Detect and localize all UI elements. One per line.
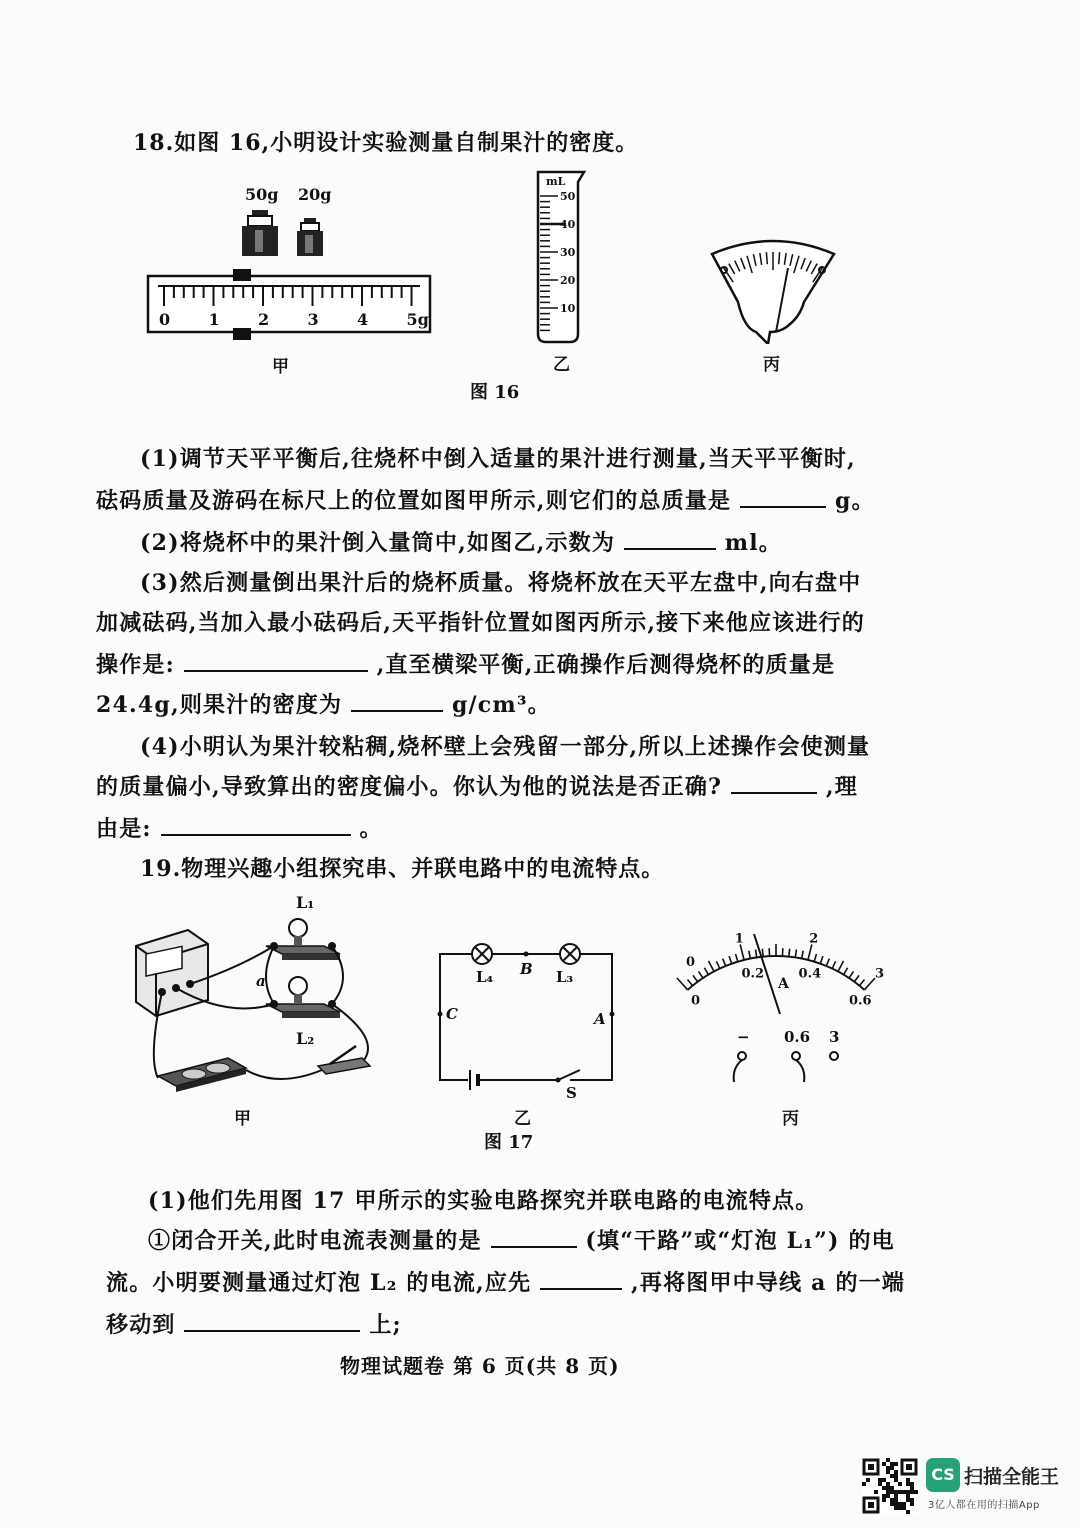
q19-title: 19.物理兴趣小组探究串、并联电路中的电流特点。 xyxy=(140,856,665,882)
q19-part1-q1-line2 xyxy=(106,1266,905,1297)
q19-part1: (1)他们先用图 17 甲所示的实验电路探究并联电路的电流特点。 xyxy=(148,1188,819,1214)
ammeter-tick xyxy=(749,951,751,959)
q18-part4-text-c: 由是: xyxy=(96,816,152,842)
answer-blank-reason[interactable] xyxy=(161,816,351,836)
answer-blank-move-to[interactable] xyxy=(184,1312,360,1332)
lamp-L3-symbol xyxy=(560,944,580,964)
ammeter-tick xyxy=(832,961,835,968)
q19-q1-text-f: 上; xyxy=(369,1312,402,1338)
q18-part3-unit: g/cm³。 xyxy=(451,692,551,718)
fig16-pointer-dial xyxy=(708,232,838,344)
ammeter-bottom-label: 0.6 xyxy=(848,993,872,1009)
cylinder-tick-label: 30 xyxy=(560,246,576,259)
q18-part3-text-a: 操作是: xyxy=(96,652,175,678)
ammeter-tick xyxy=(756,950,757,958)
camscanner-logo: CS xyxy=(926,1458,960,1492)
q18-part3-line1: (3)然后测量倒出果汁后的烧杯质量。将烧杯放在天平左盘中,向右盘中 xyxy=(140,570,862,596)
battery-box xyxy=(158,1058,246,1092)
fig17-circuit-diagram xyxy=(430,930,620,1100)
q18-part3-line4 xyxy=(96,688,551,719)
ammeter-arc-line xyxy=(688,956,865,990)
answer-blank-density[interactable] xyxy=(351,692,443,712)
q19-q1-text-d: ,再将图甲中导线 a 的一端 xyxy=(631,1270,906,1296)
ammeter-tick xyxy=(789,949,790,957)
ruler-tick-label: 1 xyxy=(208,310,220,329)
ammeter-terminal xyxy=(792,1052,800,1060)
ammeter-device xyxy=(136,930,208,1016)
label-L4: L₄ xyxy=(476,968,494,986)
ammeter-scale-ticks xyxy=(677,944,875,990)
switch-device xyxy=(318,1046,370,1074)
ammeter-tick xyxy=(802,951,804,959)
ammeter-top-label: 1 xyxy=(734,931,744,947)
rider-top xyxy=(233,269,251,281)
cylinder-tick-label: 10 xyxy=(560,302,576,315)
fig17-physical-circuit xyxy=(118,888,388,1098)
page-footer: 物理试题卷 第 6 页(共 8 页) xyxy=(340,1354,620,1378)
fig16-label-yi: 乙 xyxy=(553,355,570,375)
ammeter-tick xyxy=(844,968,848,975)
cylinder-tick-label: 40 xyxy=(560,218,576,231)
dial-tick xyxy=(766,252,767,264)
q18-part2 xyxy=(140,526,782,557)
ammeter-bottom-label: 0 xyxy=(691,993,701,1009)
ammeter-scale-arc xyxy=(688,956,865,990)
ammeter-terminal-label: − xyxy=(737,1028,750,1046)
lamp-L1-board xyxy=(266,919,340,960)
ammeter-tick xyxy=(762,949,763,957)
ruler-tick-label: 5g xyxy=(406,310,429,329)
answer-blank-operation[interactable] xyxy=(184,652,368,672)
ammeter-tick xyxy=(729,956,732,964)
q18-part4-line1: (4)小明认为果汁较粘稠,烧杯壁上会残留一部分,所以上述操作会使测量 xyxy=(140,734,871,760)
q19-q1-text-e: 移动到 xyxy=(106,1312,176,1338)
answer-blank-total-mass[interactable] xyxy=(740,488,826,508)
fig16-balance-ruler xyxy=(140,180,440,380)
label-L1: L₁ xyxy=(296,893,315,912)
camscanner-title: 扫描全能王 xyxy=(964,1466,1060,1488)
label-L3: L₃ xyxy=(556,968,574,986)
ammeter-tick xyxy=(854,975,859,981)
ammeter-tick xyxy=(814,954,816,962)
point-C xyxy=(438,1012,443,1017)
ammeter-tick xyxy=(826,959,829,966)
label-C: C xyxy=(446,1005,458,1023)
weight-20g-label: 20g xyxy=(298,185,332,204)
fig17-label-jia: 甲 xyxy=(234,1109,251,1129)
q18-part1-line1: (1)调节天平平衡后,往烧杯中倒入适量的果汁进行测量,当天平平衡时, xyxy=(140,446,856,472)
ammeter-unit: A xyxy=(778,976,789,992)
ruler-body xyxy=(148,276,430,332)
point-B xyxy=(524,952,529,957)
ammeter-top-label: 2 xyxy=(809,931,819,947)
q19-q1-text-c: 流。小明要测量通过灯泡 L₂ 的电流,应先 xyxy=(106,1270,532,1296)
ammeter-tick xyxy=(808,944,812,960)
q18-part3-line2: 加减砝码,当加入最小砝码后,天平指针位置如图丙所示,接下来他应该进行的 xyxy=(96,610,865,636)
q18-part2-text: (2)将烧杯中的果汁倒入量筒中,如图乙,示数为 xyxy=(140,530,616,556)
ammeter-tick xyxy=(704,968,708,975)
ammeter-tick xyxy=(736,954,738,962)
ammeter-tick xyxy=(688,980,693,986)
ammeter-tick xyxy=(838,961,844,972)
ammeter-terminal xyxy=(830,1052,838,1060)
fig17-label-yi: 乙 xyxy=(514,1109,531,1129)
ammeter-bottom-label: 0.2 xyxy=(741,966,765,982)
ammeter-tick xyxy=(708,961,714,972)
ammeter-tick xyxy=(849,971,853,978)
q18-part1-line2 xyxy=(96,484,875,515)
weight-20g xyxy=(297,218,323,256)
fig16-caption: 图 16 xyxy=(470,382,520,403)
ammeter-terminal-label: 3 xyxy=(829,1028,840,1046)
weight-50g-label: 50g xyxy=(245,185,279,204)
ammeter-tick xyxy=(820,956,823,964)
q18-part4-text-b: ,理 xyxy=(825,774,858,800)
q18-title: 18.如图 16,小明设计实验测量自制果汁的密度。 xyxy=(133,130,639,156)
ammeter-tick xyxy=(723,959,726,966)
ammeter-terminal xyxy=(738,1052,746,1060)
fig17-label-bing: 丙 xyxy=(782,1109,799,1129)
q18-part3-text-b: ,直至横梁平衡,正确操作后测得烧杯的质量是 xyxy=(376,652,836,678)
battery-symbol xyxy=(470,1070,478,1090)
ruler-tick-label: 4 xyxy=(357,310,369,329)
q19-part1-q1-line3 xyxy=(106,1308,402,1339)
camscanner-subtitle: 3亿人都在用的扫描App xyxy=(928,1500,1040,1511)
ammeter-tick xyxy=(864,978,875,990)
cylinder-unit: mL xyxy=(546,175,566,188)
qr-code xyxy=(862,1458,918,1514)
switch-pivot xyxy=(556,1078,561,1083)
rider-bottom xyxy=(233,328,251,340)
label-a: a xyxy=(256,972,266,990)
q18-part4-end: 。 xyxy=(359,816,383,842)
answer-blank-correct[interactable] xyxy=(731,774,817,794)
q19-q1-text-a: ①闭合开关,此时电流表测量的是 xyxy=(148,1228,482,1254)
ammeter-top-zero: 0 xyxy=(686,955,696,970)
answer-blank-ammeter-measures[interactable] xyxy=(491,1228,577,1248)
ammeter-tick xyxy=(693,975,698,981)
fig16-cylinder xyxy=(528,168,588,348)
ammeter-tick xyxy=(795,950,796,958)
ammeter-tick xyxy=(677,978,688,990)
point-A xyxy=(610,1012,615,1017)
label-A: A xyxy=(594,1010,606,1028)
fig17-ammeter-dial xyxy=(676,918,886,1098)
ammeter-tick xyxy=(859,980,864,986)
q18-part4-text-a: 的质量偏小,导致算出的密度偏小。你认为他的说法是否正确? xyxy=(96,774,723,800)
ruler-tick-label: 0 xyxy=(159,310,171,329)
q18-part4-line3 xyxy=(96,812,383,843)
q19-q1-text-b: (填“干路”或“灯泡 L₁”) 的电 xyxy=(585,1228,895,1254)
ammeter-tick xyxy=(699,971,703,978)
label-L2: L₂ xyxy=(296,1029,315,1048)
fig16-label-bing: 丙 xyxy=(763,355,780,375)
q18-part1-text: 砝码质量及游码在标尺上的位置如图甲所示,则它们的总质量是 xyxy=(96,488,732,514)
lamp-L4-symbol xyxy=(472,944,492,964)
ammeter-top-label: 3 xyxy=(875,966,885,982)
ruler-tick-label: 2 xyxy=(258,310,270,329)
q18-part1-unit: g。 xyxy=(834,488,875,514)
ammeter-terminal-label: 0.6 xyxy=(784,1028,811,1046)
cylinder-tick-label: 20 xyxy=(560,274,576,287)
cylinder-tick-label: 50 xyxy=(560,190,576,203)
ammeter-bottom-label: 0.4 xyxy=(798,966,822,982)
q19-part1-q1-line1 xyxy=(148,1224,895,1255)
weight-50g xyxy=(242,210,278,256)
lamp-L2-board xyxy=(266,977,340,1018)
label-B: B xyxy=(520,960,533,978)
fig17-caption: 图 17 xyxy=(484,1132,534,1153)
ammeter-terminals xyxy=(737,1028,839,1060)
q18-part2-unit: ml。 xyxy=(724,530,783,556)
answer-blank-first-step[interactable] xyxy=(540,1270,622,1290)
ammeter-tick xyxy=(716,961,719,968)
q18-part4-line2 xyxy=(96,770,858,801)
fig16-label-jia: 甲 xyxy=(272,357,289,377)
ruler-tick-label: 3 xyxy=(307,310,319,329)
ammeter-tick xyxy=(740,944,744,960)
q18-part3-line3 xyxy=(96,648,835,679)
label-S: S xyxy=(566,1084,577,1100)
answer-blank-volume[interactable] xyxy=(624,530,716,550)
dial-tick xyxy=(779,252,780,264)
q18-part3-text-c: 24.4g,则果汁的密度为 xyxy=(96,692,343,718)
